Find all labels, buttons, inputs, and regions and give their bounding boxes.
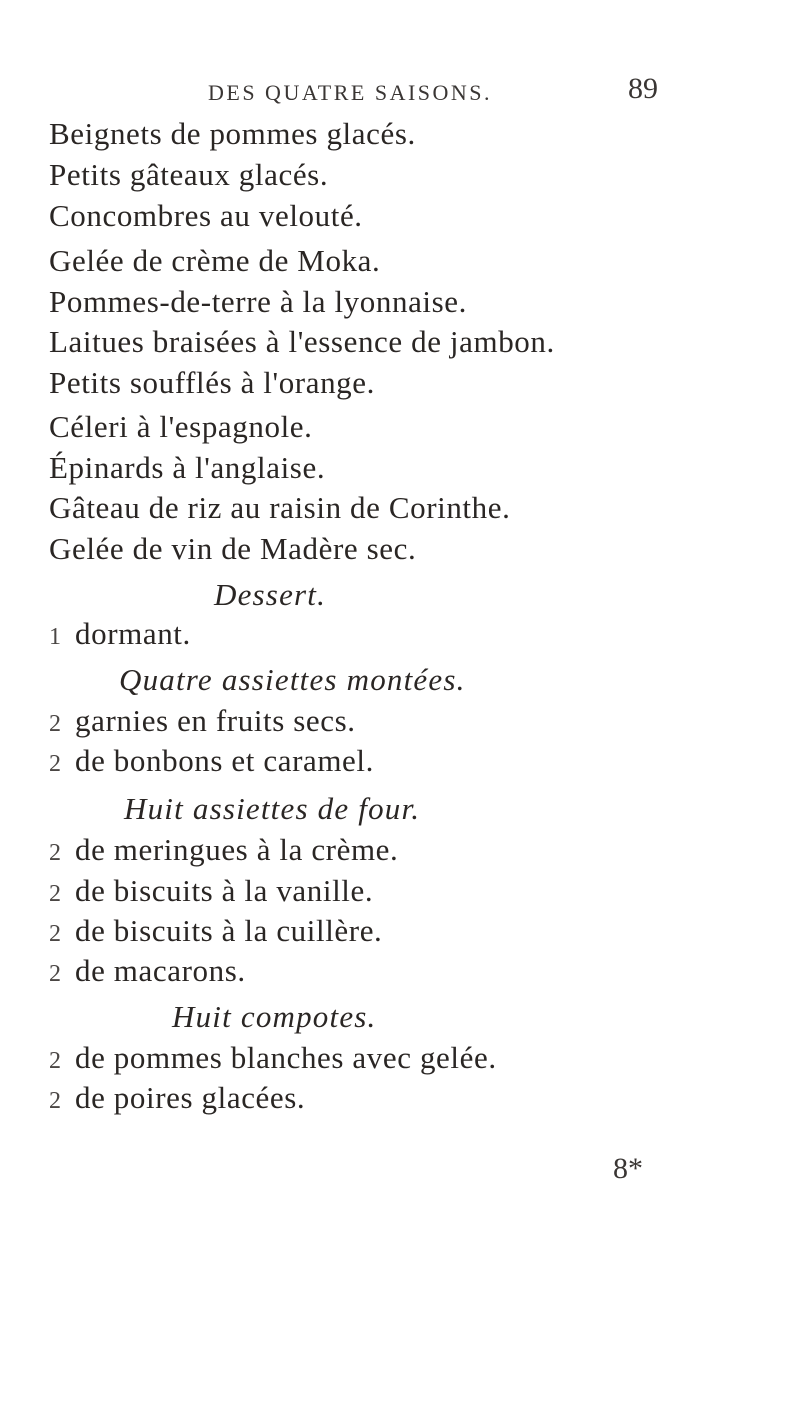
signature-mark: 8* <box>613 1152 643 1185</box>
item-quantity: 2 <box>49 1048 62 1074</box>
item-text: de pommes blanches avec gelée. <box>75 1040 497 1075</box>
dish-line: Beignets de pommes glacés. <box>49 116 416 151</box>
dish-line: Petits soufflés à l'orange. <box>49 365 375 400</box>
dish-line: Céleri à l'espagnole. <box>49 409 313 444</box>
item-text: dormant. <box>75 616 191 651</box>
item-quantity: 2 <box>49 840 62 866</box>
dish-line: Gâteau de riz au raisin de Corinthe. <box>49 490 511 525</box>
item-quantity: 2 <box>49 881 62 907</box>
compotes-item <box>49 1082 305 1113</box>
item-quantity: 2 <box>49 1088 62 1114</box>
item-text: de bonbons et caramel. <box>75 743 374 778</box>
compotes-item <box>49 1042 497 1073</box>
assiettes-montees-item <box>49 745 374 776</box>
assiettes-four-item <box>49 915 382 946</box>
item-quantity: 1 <box>49 624 62 650</box>
running-head: DES QUATRE SAISONS. <box>208 80 493 105</box>
dessert-item <box>49 618 191 649</box>
dish-line: Concombres au velouté. <box>49 198 363 233</box>
section-heading-dessert: Dessert. <box>214 577 327 612</box>
item-text: de meringues à la crème. <box>75 832 399 867</box>
item-quantity: 2 <box>49 751 62 777</box>
item-quantity: 2 <box>49 711 62 737</box>
item-text: de poires glacées. <box>75 1080 306 1115</box>
page-number: 89 <box>628 72 658 105</box>
dish-line: Petits gâteaux glacés. <box>49 157 329 192</box>
assiettes-four-item <box>49 875 373 906</box>
assiettes-montees-item <box>49 705 356 736</box>
dish-line: Pommes-de-terre à la lyonnaise. <box>49 284 468 319</box>
item-text: de macarons. <box>75 953 246 988</box>
assiettes-four-item <box>49 834 398 865</box>
section-heading-compotes: Huit compotes. <box>172 999 377 1034</box>
dish-line: Épinards à l'anglaise. <box>49 450 326 485</box>
dish-line: Gelée de vin de Madère sec. <box>49 531 417 566</box>
item-text: de biscuits à la vanille. <box>75 873 374 908</box>
item-quantity: 2 <box>49 921 62 947</box>
assiettes-four-item <box>49 955 246 986</box>
section-heading-assiettes-montees: Quatre assiettes montées. <box>119 662 466 697</box>
dish-line: Laitues braisées à l'essence de jambon. <box>49 324 555 359</box>
item-quantity: 2 <box>49 961 62 987</box>
item-text: garnies en fruits secs. <box>75 703 356 738</box>
section-heading-assiettes-four: Huit assiettes de four. <box>124 791 421 826</box>
item-text: de biscuits à la cuillère. <box>75 913 383 948</box>
dish-line: Gelée de crème de Moka. <box>49 243 381 278</box>
